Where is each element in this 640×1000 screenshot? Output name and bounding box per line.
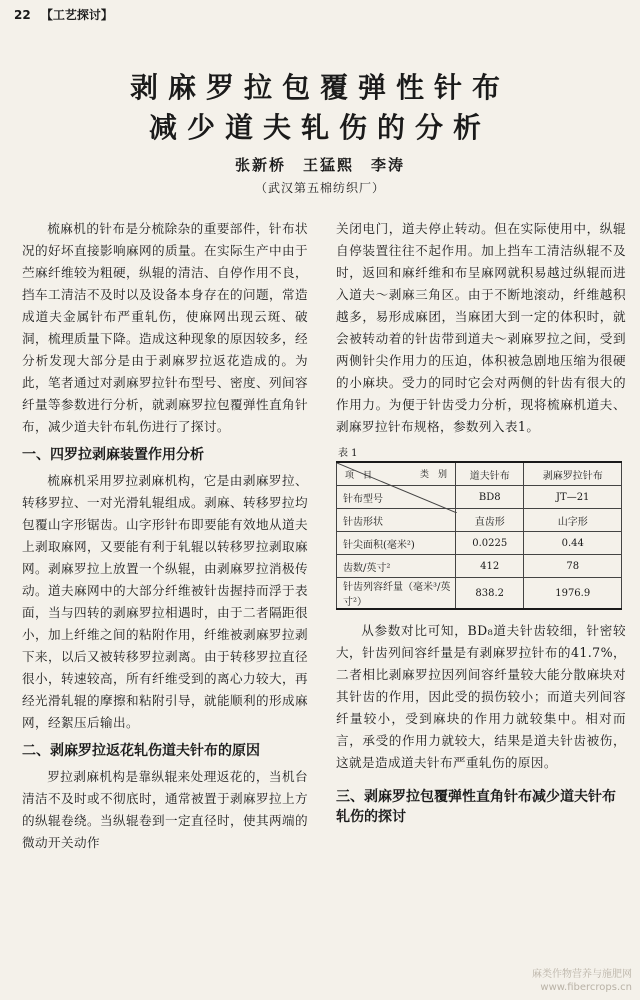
left-column	[22, 218, 308, 854]
table-row	[337, 532, 622, 555]
corner-label-category: 类 别	[419, 470, 447, 480]
cell-doffer: 0.0225	[456, 532, 524, 555]
title-block	[0, 68, 640, 196]
watermark-line-1: 麻类作物营养与施肥网	[532, 969, 632, 980]
watermark	[532, 968, 632, 994]
intro-paragraph: 梳麻机的针布是分梳除杂的重要部件，针布状况的好坏直接影响麻网的质量。在实际生产中由于苎麻纤维较为粗硬，纵辊的清洁、自停作用不良，挡车工清洁不及时以及设备本身存在的问题，常造成道夫金属针布严重轧伤，使麻网出现云斑、破洞，梳理质量下降。造成这种现象的原因较多，经分析发现大部分是由于剥麻罗拉返花造成的。为此，笔者通过对剥麻罗拉针布型号、密度、列间容纤量等参数进行分析，就剥麻罗拉包覆弹性直角针布，减少道夫针布轧伤进行了探讨。	[22, 221, 308, 434]
col-header-stripper: 剥麻罗拉针布	[524, 462, 622, 486]
section-1-heading: 一、四罗拉剥麻装置作用分析	[22, 447, 204, 463]
table-1	[336, 444, 626, 610]
cell-doffer: 直齿形	[456, 509, 524, 532]
cell-doffer: 412	[456, 555, 524, 578]
cell-stripper: 1976.9	[524, 578, 622, 610]
section-2-heading: 二、剥麻罗拉返花轧伤道夫针布的原因	[22, 743, 260, 759]
table-corner-cell	[337, 462, 456, 486]
spec-table	[336, 461, 622, 610]
cell-doffer: 838.2	[456, 578, 524, 610]
authors: 张新桥 王猛熙 李涛	[234, 156, 405, 174]
right-paragraph-2: 从参数对比可知，BD₈道夫针齿较细，针密较大，针齿列间容纤量是有剥麻罗拉针布的41.7%，二者相比剥麻罗拉因列间容纤量较大能分散麻块对其针齿的作用，因此受的损伤较小；而道夫列间容纤量较小，受到麻块的作用力就较集中。相对而言，承受的作用力就较大，结果是道夫针齿被伤，这就是造成道夫针布严重轧伤的原因。	[336, 623, 626, 770]
section-1-paragraph: 梳麻机采用罗拉剥麻机构，它是由剥麻罗拉、转移罗拉、一对光滑轧辊组成。剥麻、转移罗拉均包覆山字形锯齿。山字形针布即要能有效地从道夫上剥取麻网，又要能有利于轧辊以转移罗拉剥取麻网。剥麻罗拉上放置一个纵辊，由剥麻罗拉消极传动。道夫麻网中的大部分纤维被针齿握持而浮于表面，当与四转的剥麻罗拉相遇时，由于二者隔距很小，加上纤维之间的粘附作用，纤维被剥麻罗拉剥下来，以后又被转移罗拉剥离。由于转移罗拉直径很小，转速较高，所有纤维受到的离心力较大，再经光滑轧辊的摩擦和粘附引导，就能顺利的形成麻网，经絮压后输出。	[22, 473, 308, 730]
affiliation: （武汉第五棉纺织厂）	[254, 181, 385, 195]
table-caption: 表 1	[338, 448, 358, 459]
section-2-paragraph: 罗拉剥麻机构是靠纵辊来处理返花的，当机台清洁不及时或不彻底时，通常被置于剥麻罗拉上方的纵辊卷绕。当纵辊卷到一定直径时，使其两端的微动开关动作	[22, 769, 308, 850]
cell-stripper: 山字形	[524, 509, 622, 532]
section-label: 【工艺探讨】	[40, 8, 113, 22]
title-line-2: 减少道夫轧伤的分析	[148, 111, 491, 144]
row-label: 针齿形状	[337, 509, 456, 532]
running-header	[14, 6, 113, 23]
cell-stripper: 78	[524, 555, 622, 578]
cell-doffer: BD8	[456, 486, 524, 509]
right-column	[336, 218, 626, 832]
right-paragraph-1: 关闭电门，道夫停止转动。但在实际使用中，纵辊自停装置往往不起作用。加上挡车工清洁纵辊不及时，返回和麻纤维和布呈麻网就积易越过纵辊而进入道夫～剥麻三角区。由于不断地滚动，纤维越积越多，易形成麻团，当麻团大到一定的体积时，就会被转动着的针齿带到道夫～剥麻罗拉之间，受到两侧针尖作用力的压迫，体积被急剧地压缩为很硬的小麻块。受力的同时它会对两侧的针齿有很大的作用力。为便于针齿受力分析，现将梳麻机道夫、剥麻罗拉针布规格，参数列入表1。	[336, 221, 626, 434]
row-label: 针尖面积(毫米²)	[337, 532, 456, 555]
section-3-heading: 三、剥麻罗拉包覆弹性直角针布减少道夫针布轧伤的探讨	[336, 789, 616, 825]
title-line-1: 剥麻罗拉包覆弹性针布	[129, 71, 510, 104]
row-label: 针齿列容纤量（毫米³/英寸²）	[337, 578, 456, 610]
col-header-doffer: 道夫针布	[456, 462, 524, 486]
table-row	[337, 555, 622, 578]
cell-stripper: JT—21	[524, 486, 622, 509]
page-number: 22	[14, 8, 31, 22]
table-row	[337, 578, 622, 610]
row-label: 齿数/英寸²	[337, 555, 456, 578]
watermark-line-2: www.fibercrops.cn	[540, 982, 632, 993]
corner-label-item: 项 目	[345, 471, 373, 481]
cell-stripper: 0.44	[524, 532, 622, 555]
row-label: 针布型号	[337, 486, 456, 509]
